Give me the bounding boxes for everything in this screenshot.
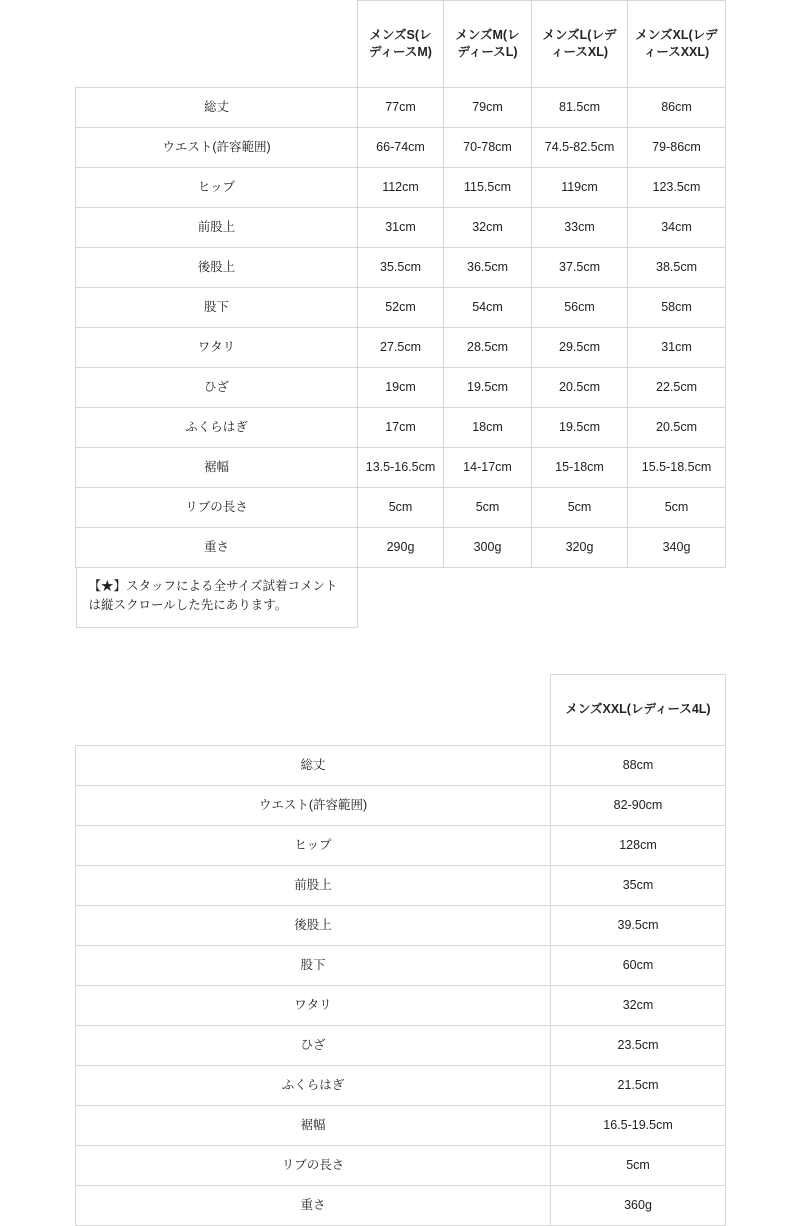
table-row <box>76 168 726 208</box>
table-header-row <box>76 674 726 745</box>
row-value: 5cm <box>358 488 444 528</box>
row-value: 86cm <box>628 88 726 128</box>
header-cell-mens-l: メンズL(レディースXL) <box>532 1 628 88</box>
table-row <box>76 488 726 528</box>
row-label: リブの長さ <box>76 1145 551 1185</box>
row-label: 股下 <box>76 288 358 328</box>
row-value: 35.5cm <box>358 248 444 288</box>
row-value: 5cm <box>444 488 532 528</box>
row-value: 20.5cm <box>532 368 628 408</box>
header-cell-blank <box>76 1 358 88</box>
row-value: 70-78cm <box>444 128 532 168</box>
row-value: 5cm <box>628 488 726 528</box>
header-cell-mens-m: メンズM(レディースL) <box>444 1 532 88</box>
table-row <box>76 905 726 945</box>
row-value: 52cm <box>358 288 444 328</box>
row-value: 88cm <box>551 745 726 785</box>
row-value: 56cm <box>532 288 628 328</box>
row-value: 15.5-18.5cm <box>628 448 726 488</box>
row-value: 13.5-16.5cm <box>358 448 444 488</box>
table-row <box>76 448 726 488</box>
table-row <box>76 208 726 248</box>
row-value: 32cm <box>444 208 532 248</box>
staff-comment-note: 【★】スタッフによる全サイズ試着コメントは縦スクロールした先にあります。 <box>76 568 358 628</box>
table-row <box>76 985 726 1025</box>
note-row <box>76 568 726 628</box>
row-value: 54cm <box>444 288 532 328</box>
row-label: ふくらはぎ <box>76 1065 551 1105</box>
note-cell <box>76 568 726 628</box>
row-value: 31cm <box>628 328 726 368</box>
row-value: 290g <box>358 528 444 568</box>
row-value: 58cm <box>628 288 726 328</box>
size-table-primary-head <box>76 1 726 88</box>
row-label: ワタリ <box>76 985 551 1025</box>
row-value: 20.5cm <box>628 408 726 448</box>
row-value: 28.5cm <box>444 328 532 368</box>
row-label: 後股上 <box>76 905 551 945</box>
table-row <box>76 1025 726 1065</box>
row-value: 22.5cm <box>628 368 726 408</box>
row-value: 60cm <box>551 945 726 985</box>
table-spacer <box>0 628 800 674</box>
size-table-secondary-body <box>76 745 726 1225</box>
table-row <box>76 785 726 825</box>
row-label: ヒップ <box>76 825 551 865</box>
row-value: 31cm <box>358 208 444 248</box>
row-value: 340g <box>628 528 726 568</box>
table-row <box>76 248 726 288</box>
table-row <box>76 945 726 985</box>
row-value: 34cm <box>628 208 726 248</box>
row-value: 16.5-19.5cm <box>551 1105 726 1145</box>
table-row <box>76 825 726 865</box>
header-cell-blank <box>76 674 551 745</box>
row-label: 裾幅 <box>76 448 358 488</box>
row-value: 17cm <box>358 408 444 448</box>
row-value: 82-90cm <box>551 785 726 825</box>
size-table-secondary-head <box>76 674 726 745</box>
row-value: 360g <box>551 1185 726 1225</box>
row-value: 5cm <box>551 1145 726 1185</box>
header-cell-mens-xxl: メンズXXL(レディース4L) <box>551 674 726 745</box>
row-value: 14-17cm <box>444 448 532 488</box>
row-value: 112cm <box>358 168 444 208</box>
row-value: 119cm <box>532 168 628 208</box>
row-label: 重さ <box>76 1185 551 1225</box>
row-value: 37.5cm <box>532 248 628 288</box>
table-row <box>76 328 726 368</box>
row-label: 股下 <box>76 945 551 985</box>
row-value: 128cm <box>551 825 726 865</box>
row-label: 総丈 <box>76 745 551 785</box>
row-value: 81.5cm <box>532 88 628 128</box>
row-value: 39.5cm <box>551 905 726 945</box>
row-label: ふくらはぎ <box>76 408 358 448</box>
row-value: 19.5cm <box>444 368 532 408</box>
table-row <box>76 408 726 448</box>
row-label: リブの長さ <box>76 488 358 528</box>
row-value: 300g <box>444 528 532 568</box>
table-row <box>76 288 726 328</box>
row-label: 重さ <box>76 528 358 568</box>
row-value: 123.5cm <box>628 168 726 208</box>
row-value: 38.5cm <box>628 248 726 288</box>
table-row <box>76 1065 726 1105</box>
row-value: 5cm <box>532 488 628 528</box>
table-row <box>76 88 726 128</box>
row-value: 79-86cm <box>628 128 726 168</box>
row-value: 36.5cm <box>444 248 532 288</box>
row-value: 74.5-82.5cm <box>532 128 628 168</box>
row-label: ひざ <box>76 1025 551 1065</box>
size-table-secondary <box>75 674 726 1226</box>
row-value: 15-18cm <box>532 448 628 488</box>
row-label: 後股上 <box>76 248 358 288</box>
row-label: 前股上 <box>76 208 358 248</box>
row-label: ワタリ <box>76 328 358 368</box>
table-row <box>76 1105 726 1145</box>
row-label: ウエスト(許容範囲) <box>76 785 551 825</box>
row-value: 33cm <box>532 208 628 248</box>
table-row <box>76 745 726 785</box>
row-value: 27.5cm <box>358 328 444 368</box>
size-table-primary-body <box>76 88 726 628</box>
table-row <box>76 528 726 568</box>
row-label: ウエスト(許容範囲) <box>76 128 358 168</box>
table-row <box>76 1185 726 1225</box>
row-value: 77cm <box>358 88 444 128</box>
row-value: 29.5cm <box>532 328 628 368</box>
table-row <box>76 128 726 168</box>
row-label: 前股上 <box>76 865 551 905</box>
table-row <box>76 368 726 408</box>
row-label: ひざ <box>76 368 358 408</box>
table-row <box>76 865 726 905</box>
row-value: 23.5cm <box>551 1025 726 1065</box>
size-table-primary <box>75 0 726 628</box>
row-label: 総丈 <box>76 88 358 128</box>
row-value: 79cm <box>444 88 532 128</box>
row-label: 裾幅 <box>76 1105 551 1145</box>
row-value: 19cm <box>358 368 444 408</box>
header-cell-mens-s: メンズS(レディースM) <box>358 1 444 88</box>
table-row <box>76 1145 726 1185</box>
row-label: ヒップ <box>76 168 358 208</box>
row-value: 115.5cm <box>444 168 532 208</box>
row-value: 18cm <box>444 408 532 448</box>
row-value: 21.5cm <box>551 1065 726 1105</box>
row-value: 66-74cm <box>358 128 444 168</box>
header-cell-mens-xl: メンズXL(レディースXXL) <box>628 1 726 88</box>
row-value: 32cm <box>551 985 726 1025</box>
row-value: 35cm <box>551 865 726 905</box>
size-table-2-wrap <box>0 674 800 1226</box>
row-value: 19.5cm <box>532 408 628 448</box>
row-value: 320g <box>532 528 628 568</box>
table-header-row <box>76 1 726 88</box>
